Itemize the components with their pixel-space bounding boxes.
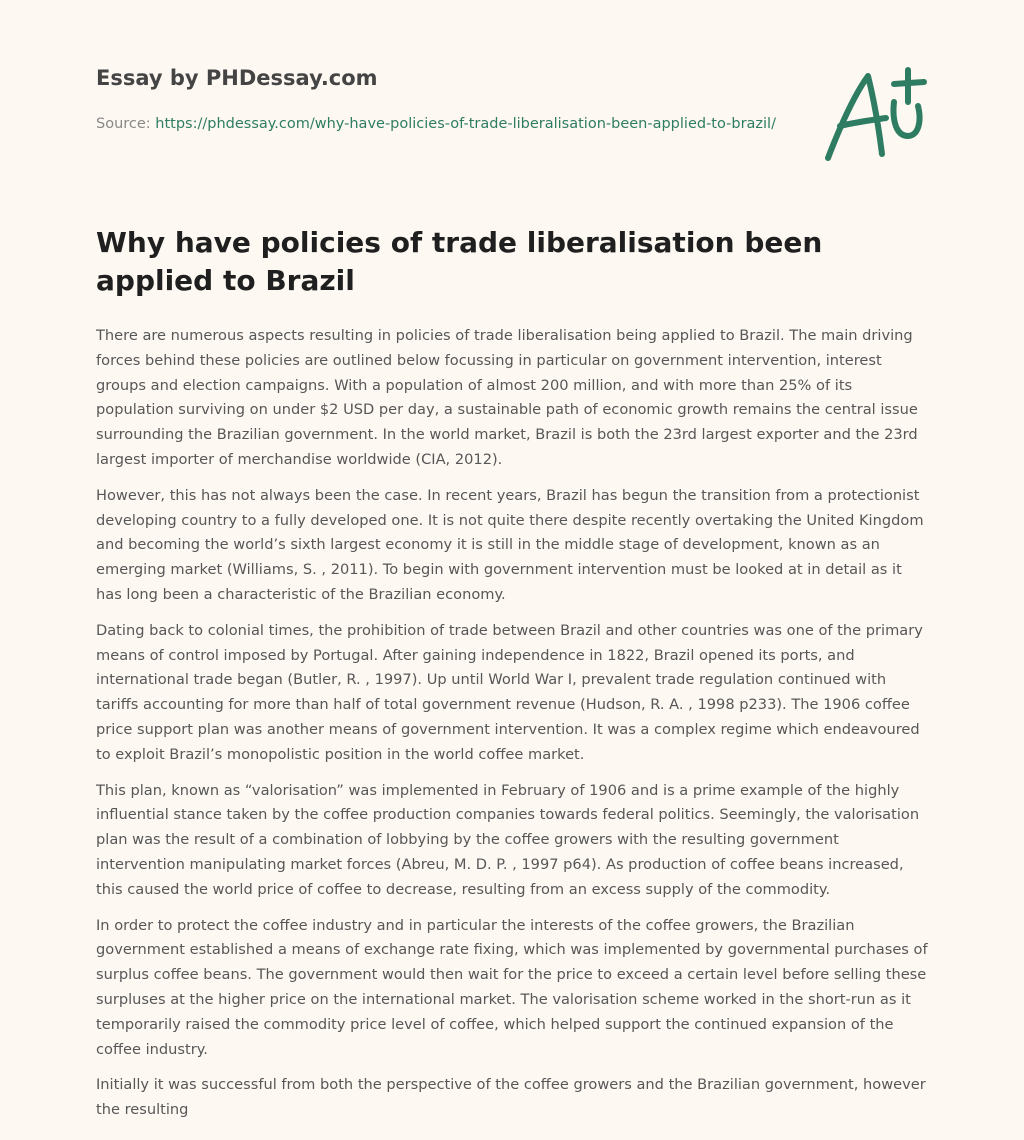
essay-page: [96, 0, 928, 1119]
paragraph: Dating back to colonial times, the prohibition of trade between Brazil and other countries was one of the primary means of control imposed by Portugal. After gaining independence in 1822, Brazil opened its ports, and international trade began (Butler, R. , 1997). Up until World War I, prevalent trade regulation continued with tariffs accounting for more than half of total government revenue (Hudson, R. A. , 1998 p233). The 1906 coffee price support plan was another means of government intervention. It was a complex regime which endeavoured to exploit Brazil’s monopolistic position in the world coffee market.: [96, 621, 923, 763]
page-header: [96, 0, 928, 190]
source-label: Source:: [96, 116, 151, 132]
a-plus-grade-icon: [816, 62, 936, 172]
source-line: [96, 112, 776, 136]
paragraph: This plan, known as “valorisation” was implemented in February of 1906 and is a prime example of the highly influential stance taken by the coffee production companies towards federal politics. Seemingly, the valorisation plan was the result of a combination of lobbying by the coffee growers with the resulting government intervention manipulating market forces (Abreu, M. D. P. , 1997 p64). As production of coffee beans increased, this caused the world price of coffee to decrease, resulting from an excess supply of the commodity.: [96, 781, 920, 898]
source-link[interactable]: https://phdessay.com/why-have-policies-of-trade-liberalisation-been-applied-to-brazil/: [155, 116, 776, 132]
essay-body: [96, 324, 928, 1134]
paragraph: In order to protect the coffee industry and in particular the interests of the coffee growers, the Brazilian government established a means of exchange rate fixing, which was implemented by governmental purchases of surplus coffee beans. The government would then wait for the price to exceed a certain level before selling these surpluses at the higher price on the international market. The valorisation scheme worked in the short-run as it temporarily raised the commodity price level of coffee, which helped support the continued expansion of the coffee industry.: [96, 916, 928, 1058]
paragraph: Initially it was successful from both the perspective of the coffee growers and the Brazilian government, however the resulting: [96, 1076, 926, 1119]
paragraph: However, this has not always been the case. In recent years, Brazil has begun the transition from a protectionist developing country to a fully developed one. It is not quite there despite recently overtaking the United Kingdom and becoming the world’s sixth largest economy it is still in the middle stage of development, known as an emerging market (Williams, S. , 2011). To begin with government intervention must be looked at in detail as it has long been a characteristic of the Brazilian economy.: [96, 486, 924, 603]
essay-title: Why have policies of trade liberalisation been applied to Brazil: [96, 226, 823, 297]
site-brand: Essay by PHDessay.com: [96, 66, 378, 90]
paragraph: There are numerous aspects resulting in policies of trade liberalisation being applied to Brazil. The main driving forces behind these policies are outlined below focussing in particular on government intervention, interest groups and election campaigns. With a population of almost 200 million, and with more than 25% of its population surviving on under $2 USD per day, a sustainable path of economic growth remains the central issue surrounding the Brazilian government. In the world market, Brazil is both the 23rd largest exporter and the 23rd largest importer of merchandise worldwide (CIA, 2012).: [96, 327, 918, 468]
